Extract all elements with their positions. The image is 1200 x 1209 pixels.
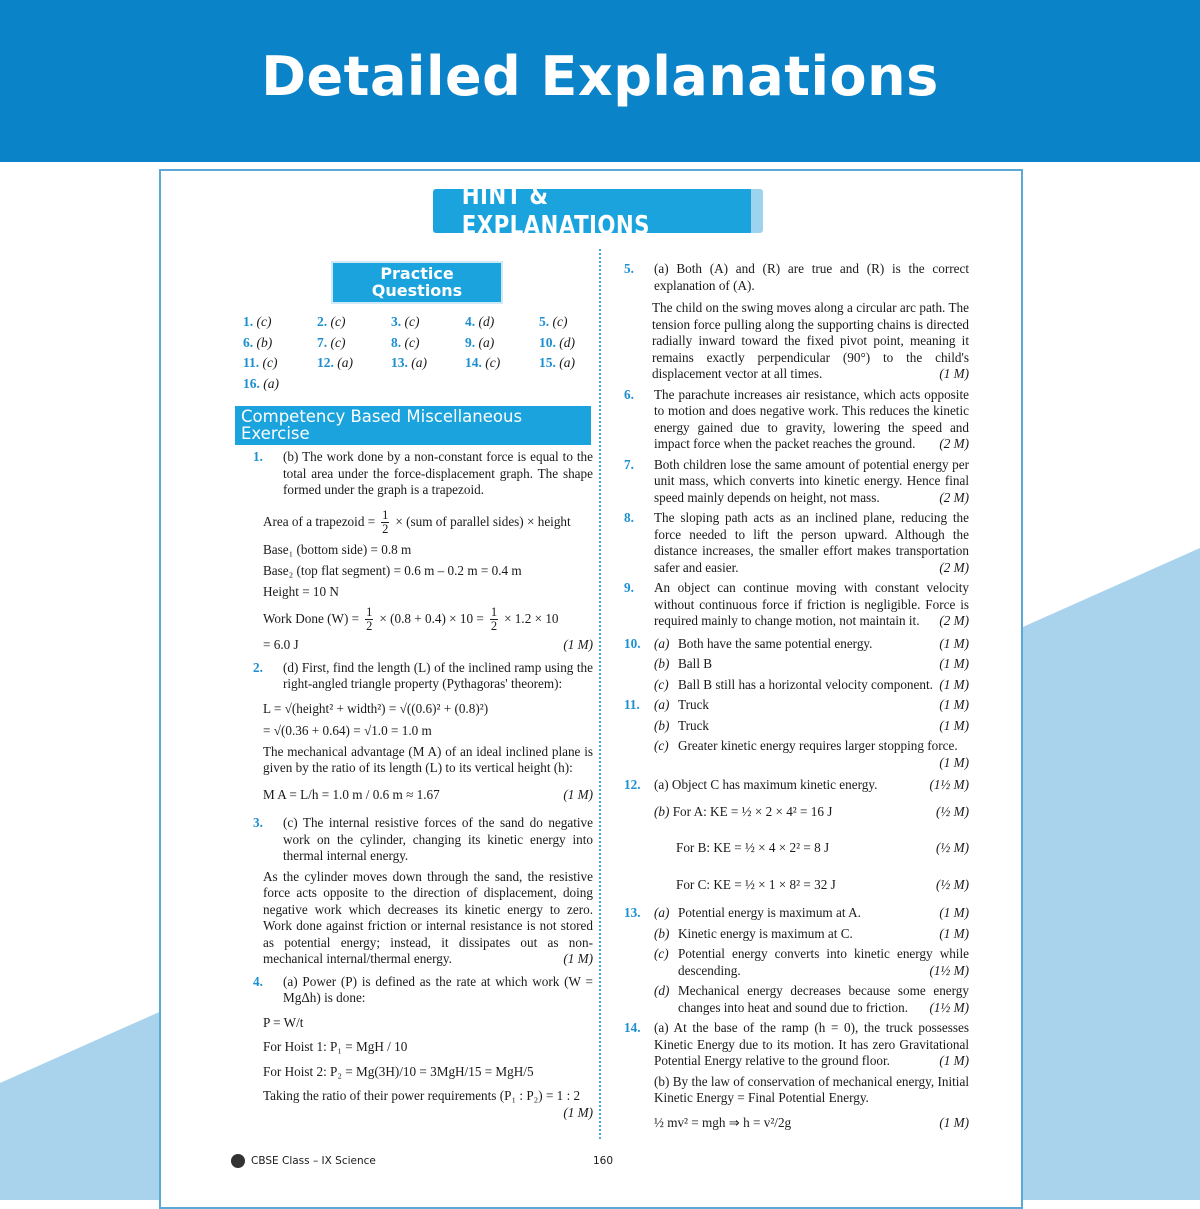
ma-text: The mechanical advantage (M A) of an ideal inclined plane is given by the ratio of its length (L) to its vertical height (h): (263, 743, 593, 775)
answer-item (539, 355, 613, 372)
sub-text (678, 738, 969, 771)
answer-number: 6. (243, 334, 254, 350)
question-number: 12. (624, 777, 641, 792)
question-number: 11. (624, 697, 640, 712)
publisher-logo-icon (231, 1154, 245, 1168)
sub-items (654, 905, 969, 1016)
answer-item (465, 314, 539, 331)
explanation-text: The child on the swing moves along a circular arc path. The tension force pulling along the supporting chains is directed radially inward toward the fixed pivot point, meaning it remains exactly perpendicular (90°) to the child's displacement vector at all times. (652, 300, 969, 381)
base2: Base₂ (top flat segment) = 0.6 m – 0.2 m = 0.4 m (263, 563, 522, 578)
area-equation (245, 509, 593, 536)
sub-label: (c) (654, 946, 669, 961)
equation: M A = L/h = 1.0 m / 0.6 m ≈ 1.67 (263, 786, 440, 802)
q12-forA (654, 804, 969, 821)
sub-text-content: Truck (678, 697, 710, 712)
base1: Base₁ (bottom side) = 0.8 m (263, 541, 412, 557)
question-3 (245, 815, 593, 865)
q14-equation (654, 1115, 969, 1132)
marks: (1 M) (563, 1104, 593, 1120)
marks: (1 M) (939, 656, 969, 671)
marks: (1 M) (939, 1114, 969, 1130)
question-number: 9. (624, 580, 634, 595)
sub-label: (b) (654, 717, 670, 733)
length-equation: L = √(height² + width²) = √((0.6)² + (0.8)²) (263, 700, 489, 716)
sub-label: (a) (654, 697, 670, 712)
banner-title: Detailed Explanations (261, 44, 939, 108)
question-text: (b) The work done by a non-constant force is equal to the total area under the force-displacement graph. The shape formed under the graph is a trapezoid. (283, 449, 593, 497)
answer-number: 1. (243, 314, 254, 329)
sub-text (678, 905, 969, 922)
answer-option: (b) (256, 334, 273, 350)
question-1 (245, 449, 593, 499)
sub-text (678, 697, 969, 714)
equation: For C: KE = ½ × 1 × 8² = 32 J (676, 876, 836, 892)
sub-item (654, 656, 969, 673)
answer-item (391, 355, 465, 372)
sub-text-content: Truck (678, 717, 710, 733)
question-number: 3. (253, 815, 263, 830)
equation-label: For Hoist 1: P₁ = (263, 1039, 353, 1054)
sub-text (678, 677, 969, 694)
question-number: 7. (624, 456, 634, 472)
sub-items (654, 697, 969, 771)
section-header-label: HINT & EXPLANATIONS (461, 181, 650, 241)
sub-text-content: Ball B (678, 656, 713, 671)
marks: (1 M) (939, 1053, 969, 1068)
marks: (1½ M) (929, 777, 969, 792)
marks: (1 M) (563, 786, 593, 802)
sub-label: (b) (654, 656, 670, 671)
sub-text: (a) At the base of the ramp (h = 0), the truck possesses Kinetic Energy due to its motion. It has zero Gravitational Potential Energy relative to the ground floor. (654, 1020, 969, 1068)
marks: (1 M) (939, 676, 969, 692)
question-6 (616, 387, 969, 453)
answer-item (317, 355, 391, 372)
question-number: 13. (624, 905, 641, 920)
work-equation (245, 606, 593, 633)
equation-label: Work Done (W) = (263, 611, 360, 627)
marks: (1 M) (563, 637, 593, 652)
question-number: 4. (253, 973, 263, 989)
answer-option: (a) (559, 355, 575, 370)
sub-label: (a) (654, 905, 670, 920)
question-9 (616, 580, 969, 630)
question-number: 6. (624, 386, 634, 402)
answer-option: (c) (262, 355, 278, 370)
sub-label: (c) (654, 676, 669, 692)
marks: (1 M) (939, 366, 969, 381)
hoist2-equation (245, 1064, 593, 1081)
sub-text (678, 946, 969, 979)
answer-number: 11. (243, 355, 260, 370)
marks: (2 M) (939, 559, 969, 575)
question-number: 14. (624, 1020, 641, 1035)
question-3-explanation (245, 869, 593, 968)
answer-item (317, 335, 391, 352)
marks: (2 M) (939, 613, 969, 628)
question-5 (616, 261, 969, 294)
answer-item (317, 314, 391, 331)
sub-item (654, 718, 969, 735)
sub-text (678, 656, 969, 673)
marks: (1 M) (939, 635, 969, 651)
page-number: 160 (593, 1155, 614, 1167)
question-13 (616, 905, 969, 1016)
sub-label: (b) (654, 925, 670, 941)
answer-option: (a) (263, 375, 279, 391)
sub-item (654, 677, 969, 694)
question-text: The sloping path acts as an inclined plane, reducing the force needed to lift the person upward. Although the distance increases, the smaller effort makes transportation safer and easier. (654, 510, 969, 575)
equation: ½ mv² = mgh ⇒ h = v²/2g (654, 1114, 792, 1130)
q14-a (654, 1020, 969, 1070)
question-8 (616, 510, 969, 576)
answer-item (243, 335, 317, 352)
height: Height = 10 N (263, 583, 339, 599)
marks: (1 M) (939, 925, 969, 941)
answer-number: 9. (465, 334, 476, 350)
question-number: 2. (253, 659, 263, 675)
question-number: 10. (624, 635, 641, 651)
answer-item (539, 335, 613, 352)
question-12 (616, 777, 969, 893)
answer-option: (a) (337, 355, 353, 370)
sub-text-content: Potential energy converts into kinetic energy while descending. (678, 946, 969, 978)
answer-item (539, 314, 613, 331)
answer-option: (a) (478, 334, 495, 350)
answer-item (465, 355, 539, 372)
answer-number: 10. (539, 334, 556, 350)
sub-item (654, 926, 969, 943)
sub-text-content: Both have the same potential energy. (678, 635, 873, 651)
answer-number: 15. (539, 355, 556, 370)
answer-number: 2. (317, 314, 328, 329)
answer-option: (c) (404, 334, 420, 350)
sub-label: (c) (654, 738, 669, 753)
question-text: (a) Both (A) and (R) are true and (R) is the correct explanation of (A). (654, 261, 969, 293)
question-7 (616, 457, 969, 507)
equation-rest: × (sum of parallel sides) × height (395, 513, 571, 529)
answer-option: (c) (404, 314, 420, 329)
question-2 (245, 660, 593, 693)
answer-item (465, 335, 539, 352)
answer-number: 4. (465, 314, 476, 329)
answer-number: 13. (391, 355, 408, 370)
footer-text: CBSE Class – IX Science (251, 1155, 376, 1167)
power-ratio (245, 1088, 593, 1120)
equation: For B: KE = ½ × 4 × 2² = 8 J (676, 840, 830, 855)
marks: (1 M) (939, 754, 969, 770)
question-number: 1. (253, 449, 263, 464)
question-text: Both children lose the same amount of potential energy per unit mass, which converts into kinetic energy. Hence final speed mainly depends on height, not mass. (654, 456, 969, 505)
question-14 (616, 1020, 969, 1131)
answer-number: 8. (391, 334, 402, 350)
marks: (½ M) (936, 803, 969, 819)
answer-option: (a) (411, 355, 427, 370)
answer-item (391, 314, 465, 331)
ma-equation (245, 787, 593, 804)
answer-option: (d) (559, 334, 575, 350)
answer-option: (c) (485, 355, 501, 370)
section-header (433, 181, 763, 241)
sub-text (678, 926, 969, 943)
sub-label: (a) (654, 635, 670, 651)
sub-item (654, 983, 969, 1016)
fraction-half: $\frac{1}{2}$ (490, 605, 498, 633)
answer-item (391, 335, 465, 352)
sub-text-content: Potential energy is maximum at A. (678, 905, 861, 920)
answer-option: (c) (256, 314, 272, 329)
question-4 (245, 974, 593, 1007)
q14-b: (b) By the law of conservation of mechanical energy, Initial Kinetic Energy = Final Potential Energy. (654, 1073, 969, 1105)
equation-label: For Hoist 2: P₂ = (263, 1063, 353, 1079)
hoist1-equation (245, 1039, 593, 1056)
length-result: = √(0.36 + 0.64) = √1.0 = 1.0 m (263, 723, 432, 738)
marks: (1½ M) (929, 962, 969, 978)
q12-forC (654, 877, 969, 894)
marks: (2 M) (939, 436, 969, 451)
answer-number: 14. (465, 355, 482, 370)
question-number: 5. (624, 261, 634, 276)
book-page (159, 169, 1023, 1209)
marks: (½ M) (936, 840, 969, 855)
answer-item (243, 314, 317, 331)
sub-item (654, 697, 969, 714)
answer-number: 5. (539, 314, 550, 329)
equation-value: Mg(3H)/10 = 3MgH/15 = MgH/5 (356, 1063, 534, 1079)
left-column (241, 261, 593, 1121)
answer-number: 7. (317, 334, 328, 350)
equation-mid: × (0.8 + 0.4) × 10 = (379, 611, 484, 627)
equation-label: Area of a trapezoid = (263, 513, 376, 529)
question-11 (616, 697, 969, 771)
question-text: An object can continue moving with constant velocity without continuous force if friction is negligible. Force is required mainly to change motion, not maintain it. (654, 580, 969, 628)
answer-grid (243, 314, 593, 392)
right-column (616, 261, 969, 1131)
marks: (1 M) (939, 717, 969, 733)
sub-text: (a) Object C has maximum kinetic energy. (654, 777, 878, 792)
sub-item (654, 946, 969, 979)
answer-number: 3. (391, 314, 402, 329)
answer-option: (c) (330, 334, 346, 350)
sub-text-content: Ball B still has a horizontal velocity component. (678, 676, 933, 692)
question-number: 8. (624, 510, 634, 525)
sub-label: (d) (654, 983, 670, 998)
sub-text-content: Mechanical energy decreases because some energy changes into heat and sound due to friction. (678, 983, 969, 1015)
equation-end: × 1.2 × 10 (504, 611, 559, 627)
question-text: (c) The internal resistive forces of the sand do negative work on the cylinder, changing its kinetic energy into thermal internal energy. (283, 815, 593, 863)
practice-title: Practice Questions (331, 261, 503, 304)
q12-a (654, 777, 969, 794)
marks: (1 M) (939, 905, 969, 920)
sub-text (678, 636, 969, 653)
result-text: = 6.0 J (263, 637, 299, 652)
sub-item (654, 905, 969, 922)
marks: (1 M) (563, 951, 593, 966)
marks: (1½ M) (929, 999, 969, 1015)
fraction-half: $\frac{1}{2}$ (366, 605, 373, 633)
power-equation: P = W/t (263, 1014, 304, 1030)
answer-option: (c) (330, 314, 346, 329)
marks: (2 M) (939, 489, 969, 505)
ratio-text: Taking the ratio of their power requirements (P₁ : P₂) = 1 : 2 (263, 1088, 581, 1103)
question-10 (616, 636, 969, 694)
sub-text-content: Greater kinetic energy requires larger stopping force. (678, 738, 958, 753)
question-text: The parachute increases air resistance, which acts opposite to motion and does negative work. This reduces the kinetic energy gained due to gravity, lowering the speed and impact force when the packet reaches the ground. (654, 386, 969, 451)
answer-number: 12. (317, 355, 334, 370)
answer-option: (d) (478, 314, 495, 329)
work-result (245, 637, 593, 654)
column-divider (599, 249, 601, 1139)
marks: (1 M) (939, 697, 969, 712)
sub-label: (b) (654, 803, 670, 819)
sub-item (654, 738, 969, 771)
fraction-half: $\frac{1}{2}$ (382, 507, 389, 536)
sub-item (654, 636, 969, 653)
sub-items (654, 636, 969, 694)
answer-item (243, 355, 317, 372)
sub-text (678, 718, 969, 735)
equation-value: MgH / 10 (356, 1039, 408, 1054)
sub-text-content: Kinetic energy is maximum at C. (678, 925, 853, 941)
marks: (½ M) (936, 876, 969, 892)
question-text: (a) Power (P) is defined as the rate at which work (W = MgΔh) is done: (283, 973, 593, 1005)
answer-number: 16. (243, 375, 260, 391)
question-5-explanation (616, 300, 969, 383)
cbme-title: Competency Based Miscellaneous Exercise (235, 406, 591, 445)
equation: For A: KE = ½ × 2 × 4² = 16 J (672, 803, 833, 819)
question-text: (d) First, find the length (L) of the inclined ramp using the right-angled triangle property (Pythagoras' theorem): (283, 659, 593, 691)
explanation-text: As the cylinder moves down through the sand, the resistive force acts opposite to the direction of displacement, doing negative work which decreases its kinetic energy to zero. Work done against friction or internal resistance is not stored as potential energy; instead, it dissipates out as non-mechanical internal/thermal energy. (263, 868, 593, 966)
sub-text (678, 983, 969, 1016)
q12-forB (654, 840, 969, 857)
answer-item (243, 376, 317, 393)
answer-option: (c) (552, 314, 568, 329)
